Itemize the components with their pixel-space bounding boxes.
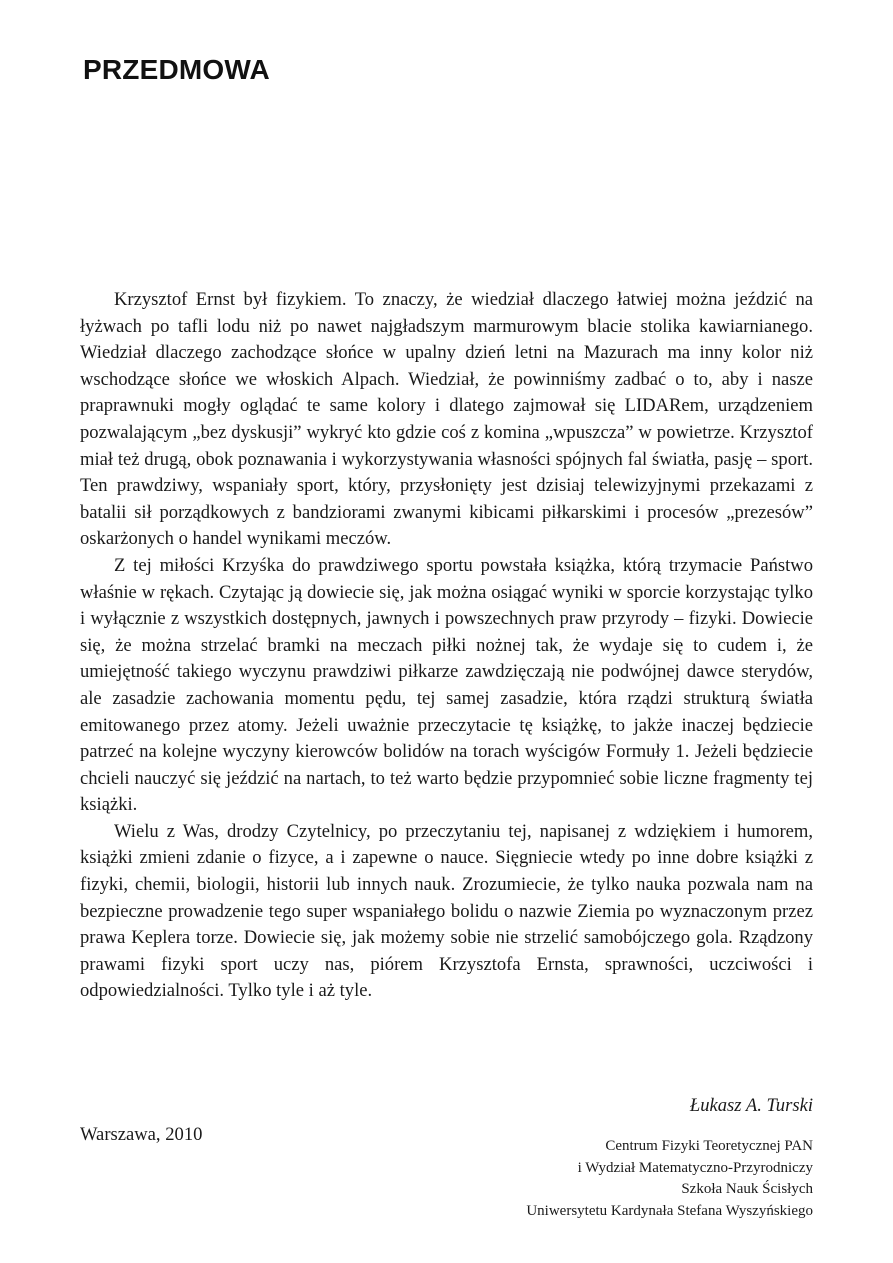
- place-and-date: Warszawa, 2010: [80, 1124, 203, 1145]
- author-signature: Łukasz A. Turski: [689, 1095, 813, 1116]
- affiliation-line: Uniwersytetu Kardynała Stefana Wyszyńskiego: [526, 1202, 813, 1219]
- paragraph-2: Z tej miłości Krzyśka do prawdziwego sportu powstała książka, którą trzymacie Państwo właśnie w rękach. Czytając ją dowiecie się, jak można osiągać wyniki w sporcie korzystając tylko i wyłącznie z wszystkich dostępnych, jawnych i powszechnych praw przyrody – fizyki. Dowiecie się, że można strzelać bramki na meczach piłki nożnej tak, że wydaje się to cudem i, że umiejętność takiego wyczynu prawdziwi piłkarze zawdzięczają nie podwójnej dawce sterydów, ale zasadzie zachowania momentu pędu, tej samej zasadzie, która rządzi strukturą światła emitowanego przez atomy. Jeżeli uważnie przeczytacie tę książkę, to jakże inaczej będziecie patrzeć na kolejne wyczyny kierowców bolidów na torach wyścigów Formuły 1. Jeżeli będziecie chcieli nauczyć się jeździć na nartach, to też warto będzie przypomnieć sobie liczne fragmenty tej książki.: [80, 554, 813, 816]
- affiliation-line: Centrum Fizyki Teoretycznej PAN: [605, 1138, 813, 1154]
- paragraph-3: Wielu z Was, drodzy Czytelnicy, po przeczytaniu tej, napisanej z wdziękiem i humorem, książki zmieni zdanie o fizyce, a i zapewne o nauce. Sięgniecie wtedy po inne dobre książki z fizyki, chemii, biologii, historii lub innych nauk. Zrozumiecie, że tylko nauka pozwala nam na bezpieczne prowadzenie tego super wspaniałego bolidu o nazwie Ziemia po wyznaczonym przez prawa Keplera torze. Dowiecie się, jak możemy sobie nie strzelić samobójczego gola. Rządzony prawami fizyki sport uczy nas, piórem Krzysztofa Ernsta, sprawności, uczciwości i odpowiedzialności. Tylko tyle i aż tyle.: [80, 820, 813, 1002]
- page-title: PRZEDMOWA: [83, 54, 270, 85]
- preface-body: [80, 287, 813, 1005]
- paragraph-1: Krzysztof Ernst był fizykiem. To znaczy, że wiedział dlaczego łatwiej można jeździć na łyżwach po tafli lodu niż po nawet najgładszym marmurowym blacie stolika kawiarnianego. Wiedział dlaczego zachodzące słońce w upalny dzień letni na Mazurach ma inny kolor niż wschodzące słońce we włoskich Alpach. Wiedział, że powinniśmy zadbać o to, aby i nasze praprawnuki mogły oglądać te same kolory i dlatego zajmował się LIDARem, urządzeniem pozwalającym „bez dyskusji” wykryć kto gdzie coś z komina „wpuszcza” w powietrze. Krzysztof miał też drugą, obok poznawania i wykorzystywania własności spójnych fal światła, pasję – sport. Ten prawdziwy, wspaniały sport, który, przysłonięty jest dzisiaj telewizyjnymi przekazami z batalii sił porządkowych z bandziorami zwanymi kibicami piłkarskimi i procesów „prezesów” oskarżonych o handel wynikami meczów.: [80, 289, 813, 550]
- affiliation-line: i Wydział Matematyczno-Przyrodniczy: [577, 1159, 813, 1176]
- author-affiliation: [526, 1136, 813, 1222]
- affiliation-line: Szkoła Nauk Ścisłych: [681, 1181, 813, 1197]
